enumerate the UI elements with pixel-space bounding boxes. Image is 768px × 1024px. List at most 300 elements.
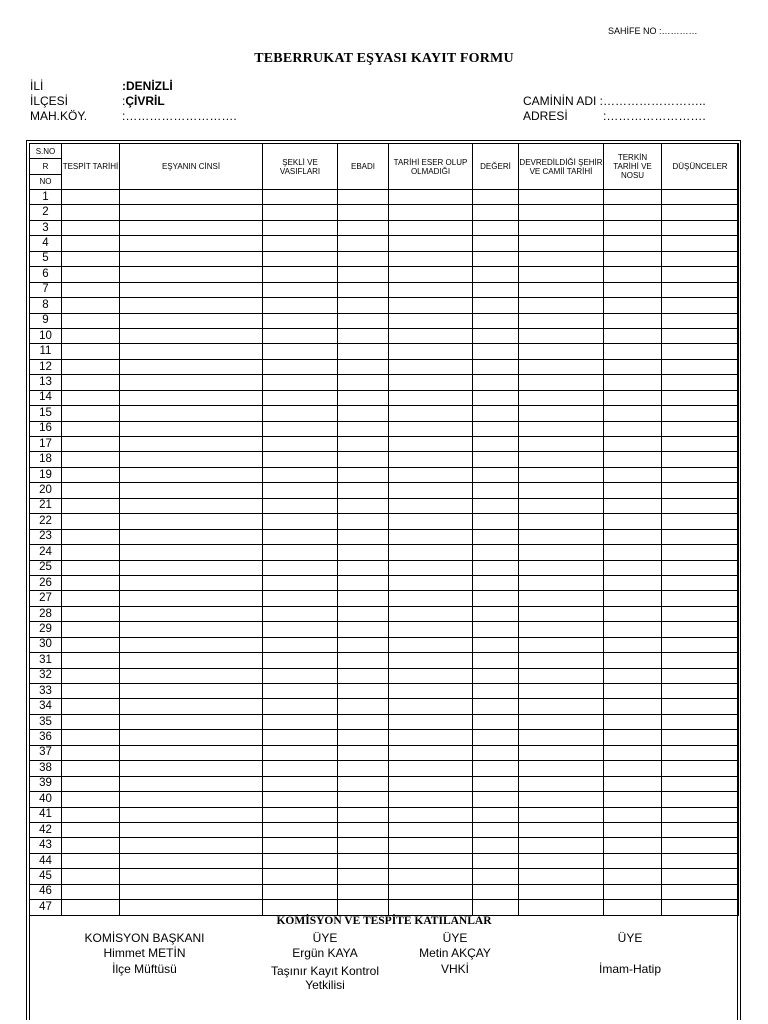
row-number: 30: [30, 637, 62, 652]
table-cell: [473, 282, 519, 297]
table-cell: [604, 822, 662, 837]
table-cell: [604, 205, 662, 220]
form-title: TEBERRUKAT EŞYASI KAYIT FORMU: [254, 51, 514, 66]
table-cell: [662, 282, 739, 297]
table-cell: [263, 745, 338, 760]
table-row: [30, 545, 739, 560]
row-number: 35: [30, 714, 62, 729]
table-row: [30, 514, 739, 529]
table-cell: [604, 190, 662, 205]
table-cell: [389, 498, 473, 513]
table-cell: [473, 421, 519, 436]
table-cell: [662, 298, 739, 313]
table-cell: [473, 529, 519, 544]
cami-label: CAMİNİN ADI :……………………..: [523, 94, 706, 108]
table-cell: [120, 498, 263, 513]
table-cell: [389, 653, 473, 668]
table-cell: [662, 344, 739, 359]
table-cell: [62, 637, 120, 652]
table-cell: [120, 375, 263, 390]
table-row: [30, 390, 739, 405]
member-2-role: ÜYE: [312, 931, 338, 945]
table-cell: [604, 313, 662, 328]
table-cell: [120, 575, 263, 590]
row-number: 31: [30, 653, 62, 668]
table-cell: [62, 375, 120, 390]
row-number: 34: [30, 699, 62, 714]
table-cell: [519, 853, 604, 868]
table-cell: [263, 298, 338, 313]
table-cell: [62, 745, 120, 760]
table-cell: [389, 483, 473, 498]
table-cell: [662, 807, 739, 822]
table-cell: [604, 529, 662, 544]
table-cell: [263, 251, 338, 266]
row-number: 18: [30, 452, 62, 467]
table-cell: [338, 684, 389, 699]
table-cell: [604, 406, 662, 421]
table-cell: [389, 560, 473, 575]
row-number: 15: [30, 406, 62, 421]
table-cell: [263, 807, 338, 822]
header-sekli: ŞEKLİ VE VASIFLARI: [263, 144, 338, 190]
table-cell: [120, 838, 263, 853]
table-row: [30, 282, 739, 297]
table-cell: [263, 205, 338, 220]
table-cell: [120, 328, 263, 343]
row-number: 20: [30, 483, 62, 498]
row-number: 29: [30, 622, 62, 637]
table-cell: [62, 653, 120, 668]
table-cell: [389, 884, 473, 899]
table-cell: [473, 220, 519, 235]
table-cell: [62, 591, 120, 606]
table-cell: [263, 761, 338, 776]
row-number: 8: [30, 298, 62, 313]
table-cell: [389, 390, 473, 405]
table-cell: [519, 375, 604, 390]
table-cell: [473, 190, 519, 205]
table-row: [30, 406, 739, 421]
table-cell: [519, 344, 604, 359]
table-cell: [662, 745, 739, 760]
table-cell: [473, 236, 519, 251]
adres-label: ADRESİ: [523, 109, 568, 123]
table-cell: [389, 730, 473, 745]
table-cell: [338, 807, 389, 822]
table-cell: [263, 406, 338, 421]
table-cell: [662, 838, 739, 853]
table-cell: [62, 514, 120, 529]
table-cell: [389, 267, 473, 282]
table-cell: [263, 452, 338, 467]
table-cell: [263, 575, 338, 590]
row-number: 1: [30, 190, 62, 205]
table-cell: [519, 838, 604, 853]
table-cell: [662, 545, 739, 560]
table-cell: [338, 699, 389, 714]
table-cell: [519, 730, 604, 745]
table-cell: [604, 884, 662, 899]
table-row: [30, 869, 739, 884]
table-cell: [263, 622, 338, 637]
table-cell: [662, 853, 739, 868]
table-row: [30, 421, 739, 436]
table-cell: [263, 421, 338, 436]
table-cell: [263, 282, 338, 297]
table-cell: [519, 761, 604, 776]
table-row: [30, 761, 739, 776]
table-cell: [519, 622, 604, 637]
table-cell: [120, 730, 263, 745]
table-cell: [519, 699, 604, 714]
row-number: 39: [30, 776, 62, 791]
table-cell: [263, 313, 338, 328]
table-cell: [519, 282, 604, 297]
table-cell: [263, 514, 338, 529]
table-cell: [62, 406, 120, 421]
table-cell: [338, 344, 389, 359]
adres-value: :…………………….: [603, 109, 706, 123]
table-cell: [389, 406, 473, 421]
table-cell: [62, 776, 120, 791]
table-cell: [604, 236, 662, 251]
row-number: 11: [30, 344, 62, 359]
row-number: 45: [30, 869, 62, 884]
table-cell: [519, 313, 604, 328]
table-cell: [473, 653, 519, 668]
table-cell: [473, 684, 519, 699]
table-cell: [120, 437, 263, 452]
table-cell: [120, 220, 263, 235]
table-cell: [389, 236, 473, 251]
table-cell: [338, 437, 389, 452]
table-cell: [338, 653, 389, 668]
member-1-role: KOMİSYON BAŞKANI: [84, 931, 205, 945]
table-cell: [120, 792, 263, 807]
table-cell: [473, 730, 519, 745]
table-cell: [473, 822, 519, 837]
table-cell: [662, 699, 739, 714]
table-cell: [604, 359, 662, 374]
table-cell: [120, 344, 263, 359]
table-cell: [519, 328, 604, 343]
table-cell: [604, 761, 662, 776]
table-cell: [62, 498, 120, 513]
table-row: [30, 699, 739, 714]
table-cell: [604, 869, 662, 884]
table-cell: [263, 637, 338, 652]
table-cell: [338, 622, 389, 637]
table-cell: [519, 776, 604, 791]
table-row: [30, 575, 739, 590]
table-cell: [338, 205, 389, 220]
row-number: 17: [30, 437, 62, 452]
table-cell: [662, 205, 739, 220]
table-cell: [473, 745, 519, 760]
table-cell: [519, 267, 604, 282]
table-cell: [473, 467, 519, 482]
table-cell: [120, 900, 263, 915]
table-cell: [389, 298, 473, 313]
table-cell: [263, 792, 338, 807]
table-cell: [473, 622, 519, 637]
table-cell: [519, 884, 604, 899]
table-cell: [62, 668, 120, 683]
table-cell: [662, 498, 739, 513]
table-cell: [473, 714, 519, 729]
table-cell: [519, 498, 604, 513]
table-cell: [62, 359, 120, 374]
table-cell: [519, 591, 604, 606]
table-row: [30, 776, 739, 791]
table-cell: [519, 684, 604, 699]
table-cell: [662, 514, 739, 529]
table-row: [30, 591, 739, 606]
table-cell: [263, 591, 338, 606]
table-cell: [62, 437, 120, 452]
table-row: [30, 606, 739, 621]
table-cell: [519, 514, 604, 529]
table-cell: [120, 190, 263, 205]
table-cell: [662, 637, 739, 652]
table-cell: [662, 313, 739, 328]
table-cell: [263, 267, 338, 282]
ilce-colon: :: [122, 94, 126, 108]
table-cell: [604, 220, 662, 235]
table-cell: [519, 390, 604, 405]
table-cell: [389, 684, 473, 699]
row-number: 10: [30, 328, 62, 343]
table-cell: [389, 900, 473, 915]
table-cell: [473, 637, 519, 652]
table-cell: [604, 653, 662, 668]
table-cell: [120, 560, 263, 575]
header-terkin: TERKİN TARİHİ VE NOSU: [604, 144, 662, 190]
table-cell: [338, 190, 389, 205]
table-cell: [473, 483, 519, 498]
table-cell: [662, 761, 739, 776]
table-cell: [473, 437, 519, 452]
table-cell: [62, 575, 120, 590]
table-row: [30, 853, 739, 868]
table-cell: [62, 807, 120, 822]
table-cell: [473, 869, 519, 884]
table-cell: [389, 761, 473, 776]
member-3-role: ÜYE: [442, 931, 468, 945]
table-cell: [120, 298, 263, 313]
table-cell: [338, 298, 389, 313]
table-cell: [62, 467, 120, 482]
table-row: [30, 498, 739, 513]
table-cell: [263, 328, 338, 343]
table-row: [30, 622, 739, 637]
table-cell: [263, 822, 338, 837]
table-cell: [662, 591, 739, 606]
table-cell: [662, 359, 739, 374]
table-cell: [519, 359, 604, 374]
table-cell: [604, 467, 662, 482]
table-cell: [62, 344, 120, 359]
table-cell: [604, 591, 662, 606]
table-cell: [662, 190, 739, 205]
row-number: 32: [30, 668, 62, 683]
table-cell: [473, 575, 519, 590]
row-number: 19: [30, 467, 62, 482]
table-cell: [662, 575, 739, 590]
table-cell: [519, 236, 604, 251]
table-cell: [263, 467, 338, 482]
row-number: 43: [30, 838, 62, 853]
table-cell: [519, 483, 604, 498]
row-number: 12: [30, 359, 62, 374]
row-number: 44: [30, 853, 62, 868]
table-cell: [62, 251, 120, 266]
table-cell: [263, 838, 338, 853]
table-cell: [389, 668, 473, 683]
table-cell: [473, 807, 519, 822]
table-cell: [519, 653, 604, 668]
table-cell: [519, 467, 604, 482]
table-cell: [662, 684, 739, 699]
table-cell: [338, 251, 389, 266]
table-cell: [62, 545, 120, 560]
table-cell: [662, 668, 739, 683]
table-cell: [662, 375, 739, 390]
table-cell: [662, 606, 739, 621]
table-cell: [519, 560, 604, 575]
table-cell: [120, 529, 263, 544]
table-cell: [604, 282, 662, 297]
table-cell: [604, 514, 662, 529]
table-row: [30, 684, 739, 699]
table-cell: [389, 545, 473, 560]
table-cell: [662, 236, 739, 251]
member-3-name: Metin AKÇAY: [419, 946, 491, 960]
table-cell: [473, 699, 519, 714]
table-row: [30, 359, 739, 374]
table-cell: [263, 359, 338, 374]
table-cell: [338, 313, 389, 328]
member-4-role: ÜYE: [617, 931, 643, 945]
table-cell: [338, 668, 389, 683]
member-1-position: İlçe Müftüsü: [112, 962, 177, 976]
table-cell: [338, 838, 389, 853]
table-cell: [389, 606, 473, 621]
table-cell: [662, 776, 739, 791]
table-row: [30, 529, 739, 544]
table-cell: [338, 776, 389, 791]
table-cell: [604, 421, 662, 436]
row-number: 6: [30, 267, 62, 282]
member-1-name: Himmet METİN: [103, 946, 186, 960]
table-cell: [120, 359, 263, 374]
table-cell: [338, 220, 389, 235]
member-2-position-line2: Yetkilisi: [305, 978, 345, 992]
table-cell: [62, 190, 120, 205]
table-row: [30, 884, 739, 899]
table-cell: [473, 251, 519, 266]
table-cell: [389, 251, 473, 266]
table-cell: [263, 190, 338, 205]
table-cell: [519, 529, 604, 544]
table-cell: [389, 313, 473, 328]
table-cell: [519, 190, 604, 205]
row-number: 2: [30, 205, 62, 220]
table-cell: [120, 853, 263, 868]
table-cell: [338, 745, 389, 760]
table-cell: [389, 637, 473, 652]
table-cell: [120, 236, 263, 251]
table-cell: [662, 622, 739, 637]
table-row: [30, 900, 739, 915]
table-cell: [473, 591, 519, 606]
table-cell: [263, 776, 338, 791]
table-cell: [389, 421, 473, 436]
table-cell: [604, 251, 662, 266]
table-row: [30, 483, 739, 498]
table-cell: [263, 869, 338, 884]
table-cell: [473, 560, 519, 575]
table-cell: [473, 313, 519, 328]
ilce-field: [122, 94, 165, 108]
table-cell: [662, 730, 739, 745]
table-row: [30, 792, 739, 807]
table-cell: [604, 560, 662, 575]
table-cell: [662, 406, 739, 421]
header-esya: EŞYANIN CİNSİ: [120, 144, 263, 190]
table-cell: [389, 622, 473, 637]
table-cell: [338, 606, 389, 621]
header-dusunceler: DÜŞÜNCELER: [662, 144, 739, 190]
row-number: 41: [30, 807, 62, 822]
row-number: 24: [30, 545, 62, 560]
row-number: 47: [30, 900, 62, 915]
table-cell: [120, 884, 263, 899]
table-cell: [473, 344, 519, 359]
table-cell: [389, 452, 473, 467]
table-cell: [338, 328, 389, 343]
table-cell: [519, 421, 604, 436]
table-cell: [662, 251, 739, 266]
table-cell: [604, 545, 662, 560]
header-sno: [30, 144, 62, 190]
row-number: 23: [30, 529, 62, 544]
member-2-name: Ergün KAYA: [292, 946, 358, 960]
table-cell: [389, 328, 473, 343]
table-cell: [389, 437, 473, 452]
row-number: 26: [30, 575, 62, 590]
table-cell: [662, 267, 739, 282]
table-cell: [519, 822, 604, 837]
table-cell: [604, 375, 662, 390]
table-cell: [263, 390, 338, 405]
table-cell: [604, 853, 662, 868]
table-cell: [338, 282, 389, 297]
table-cell: [338, 575, 389, 590]
table-row: [30, 452, 739, 467]
table-cell: [338, 869, 389, 884]
table-cell: [519, 807, 604, 822]
table-cell: [120, 406, 263, 421]
table-cell: [338, 761, 389, 776]
table-cell: [662, 529, 739, 544]
table-row: [30, 668, 739, 683]
header-tespit: TESPİT TARİHİ: [62, 144, 120, 190]
table-cell: [604, 807, 662, 822]
table-cell: [519, 668, 604, 683]
table-cell: [389, 869, 473, 884]
